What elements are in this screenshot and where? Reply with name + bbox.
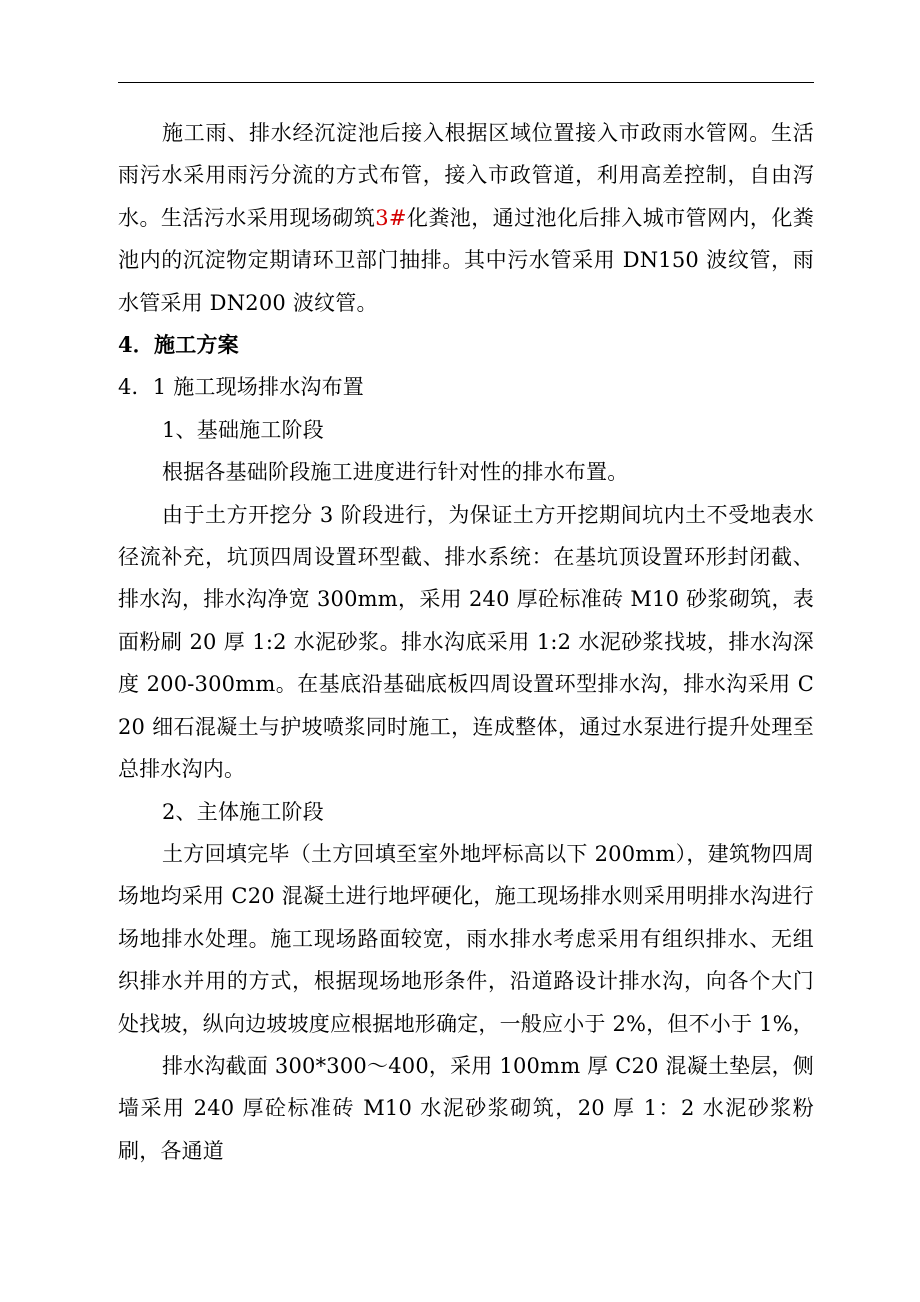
paragraph-text: 施工雨、排水经沉淀池后接入根据区域位置接入市政雨水管网。生活雨污水采用雨污分流的方式布管，接入市政管道，利用高差控制，自由泻水。生活污水采用现场砌筑 (118, 121, 814, 230)
header-rule (118, 82, 814, 83)
highlight-3-septic-tank: 3# (375, 205, 407, 230)
subheading-main-structure-stage: 2、主体施工阶段 (162, 799, 324, 824)
paragraph-drainage-network (118, 112, 814, 324)
subheading-foundation-stage: 1、基础施工阶段 (162, 417, 324, 442)
paragraph-text: 化粪池，通过池化后排入城市管网内，化粪池内的沉淀物定期请环卫部门抽排。其中污水管采用 DN150 波纹管，雨水管采用 DN200 波纹管。 (118, 205, 814, 315)
paragraph-foundation-drainage: 由于土方开挖分 3 阶段进行，为保证土方开挖期间坑内土不受地表水径流补充，坑顶四周设置环型截、排水系统：在基坑顶设置环形封闭截、排水沟，排水沟净宽 300mm，采用 240 厚砼标准砖 M10 砂浆砌筑，表面粉刷 20 厚 1:2 水泥砂浆。排水沟底采用 1:2 水泥砂浆找坡，排水沟深度 200-300mm。在基底沿基础底板四周设置环型排水沟，排水沟采用 C20 细石混凝土与护坡喷浆同时施工，连成整体，通过水泵进行提升处理至总排水沟内。 (118, 502, 814, 782)
paragraph-ditch-section: 排水沟截面 300*300～400，采用 100mm 厚 C20 混凝土垫层，侧墙采用 240 厚砼标准砖 M10 水泥砂浆砌筑，20 厚 1：2 水泥砂浆粉刷，各通道 (118, 1053, 814, 1163)
section-heading-4-1: 4．1 施工现场排水沟布置 (118, 375, 364, 400)
paragraph-foundation-intro: 根据各基础阶段施工进度进行针对性的排水布置。 (162, 460, 629, 485)
section-heading-4: 4．施工方案 (118, 332, 239, 358)
paragraph-site-drainage: 土方回填完毕（土方回填至室外地坪标高以下 200mm），建筑物四周场地均采用 C20 混凝土进行地坪硬化，施工现场排水则采用明排水沟进行场地排水处理。施工现场路面较宽，雨水排水考虑采用有组织排水、无组织排水并用的方式，根据现场地形条件，沿道路设计排水沟，向各个大门处找坡，纵向边坡坡度应根据地形确定，一般应小于 2%，但不小于 1%， (118, 841, 814, 1036)
document-body (118, 112, 814, 1172)
